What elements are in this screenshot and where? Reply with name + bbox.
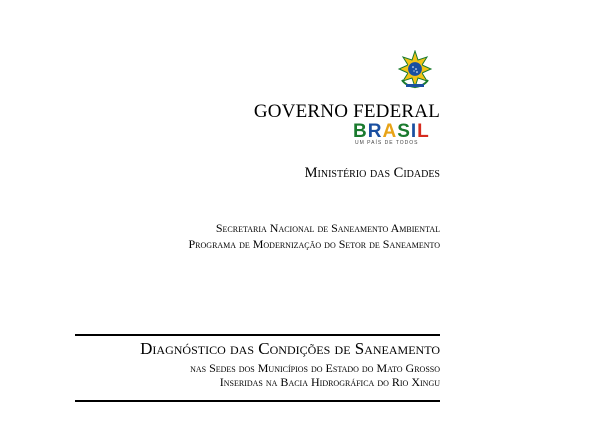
divider-top [75, 334, 440, 336]
government-title: GOVERNO FEDERAL [253, 101, 440, 122]
subtitle-line: Inseridas na Bacia Hidrográfica do Rio Xingu [219, 375, 440, 389]
ministry-name: Ministério das Cidades [304, 165, 440, 181]
report-subtitle [190, 361, 440, 389]
program-line: Programa de Modernização do Setor de Saneamento [188, 237, 440, 251]
secretaria-block [189, 220, 441, 252]
coat-of-arms-icon [396, 50, 434, 90]
brasil-letter-r: R [367, 121, 383, 142]
brasil-slogan: UM PAÍS DE TODOS [355, 140, 419, 146]
brasil-letter-a: A [382, 121, 398, 142]
brasil-logo [353, 122, 440, 146]
report-title: Diagnóstico das Condições de Saneamento [140, 339, 440, 358]
brasil-letter-s: S [397, 121, 411, 142]
brasil-letter-l: L [417, 121, 430, 142]
divider-bottom [75, 400, 440, 402]
brasil-letter-i: I [410, 121, 418, 142]
secretaria-line: Secretaria Nacional de Saneamento Ambiental [215, 221, 440, 235]
brasil-letter-b: B [353, 121, 368, 142]
subtitle-line: nas Sedes dos Municípios do Estado do Mato Grosso [190, 361, 440, 375]
